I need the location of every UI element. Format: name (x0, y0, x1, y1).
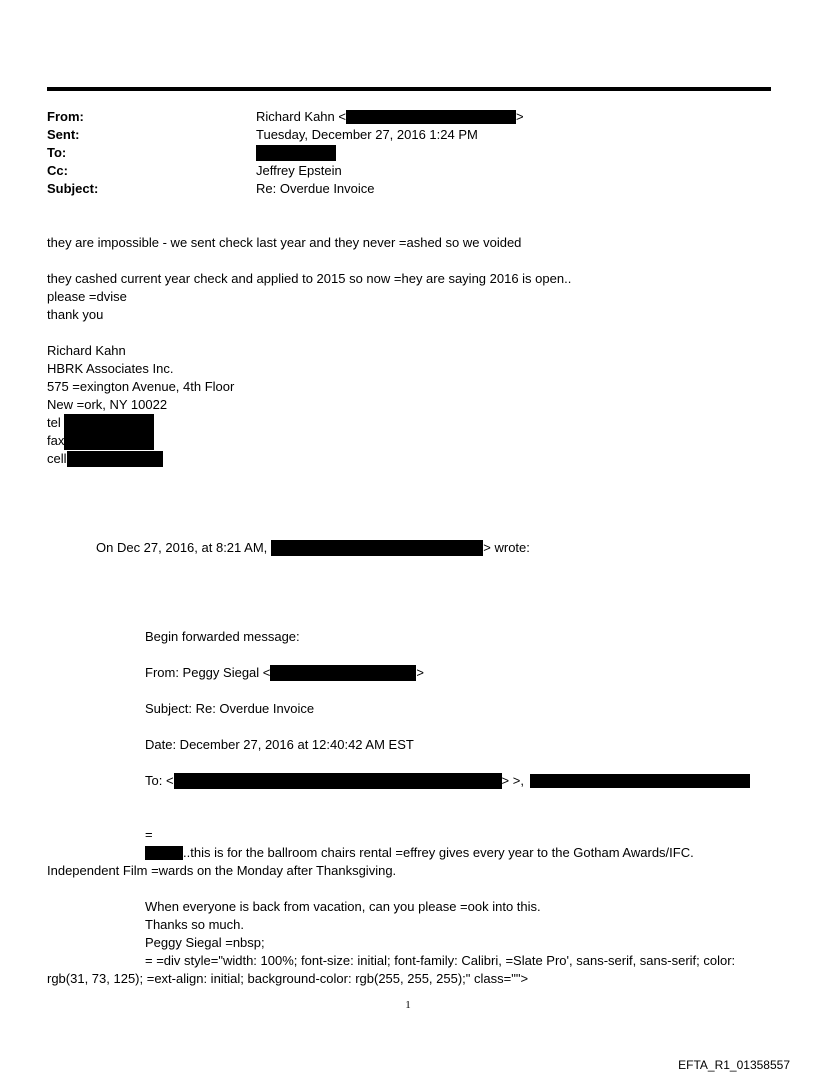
message-text: Peggy Siegal =nbsp; (145, 935, 265, 950)
signature-address: 575 =exington Avenue, 4th Floor (47, 379, 235, 394)
redaction-box (174, 773, 502, 789)
signature-name: Richard Kahn (47, 343, 126, 358)
tel-label: tel (47, 415, 61, 430)
header-subject-row (47, 180, 771, 198)
signature-company: HBRK Associates Inc. (47, 361, 174, 376)
subject-value: Re: Overdue Invoice (256, 181, 375, 196)
forwarded-to-mid: > >, (501, 773, 524, 788)
forwarded-from (145, 664, 424, 682)
body-line: they cashed current year check and applied to 2015 so now =hey are saying 2016 is open.. (47, 271, 572, 286)
forwarded-date-text: Date: December 27, 2016 at 12:40:42 AM EST (145, 737, 414, 752)
header-from-row (47, 108, 771, 126)
cc-label: Cc: (47, 163, 68, 178)
redaction-box (67, 451, 163, 467)
body-line: thank you (47, 307, 104, 322)
redaction-box (270, 665, 416, 681)
forwarded-begin (145, 628, 300, 646)
from-close: > (515, 109, 524, 124)
body-line: please =dvise (47, 289, 127, 304)
forwarded-from-close: > (416, 665, 424, 680)
from-label: From: (47, 109, 84, 124)
redaction-box (271, 540, 483, 556)
fax-label: fax (47, 433, 65, 448)
subject-label: Subject: (47, 181, 99, 196)
signature-address: New =ork, NY 10022 (47, 397, 168, 412)
to-label: To: (47, 145, 67, 160)
sent-value: Tuesday, December 27, 2016 1:24 PM (256, 127, 478, 142)
quote-attribution (96, 539, 530, 557)
header-rule (47, 87, 771, 91)
forwarded-to (145, 772, 750, 790)
forwarded-begin-text: Begin forwarded message: (145, 629, 300, 644)
forwarded-date (145, 736, 414, 754)
email-header (47, 108, 771, 198)
quote-suffix: > wrote: (483, 540, 530, 555)
header-to-row (47, 144, 771, 162)
message-text: Independent Film =wards on the Monday after Thanksgiving. (47, 863, 397, 878)
header-sent-row (47, 126, 771, 144)
forwarded-from-text: From: Peggy Siegal < (145, 665, 271, 680)
bates-number: EFTA_R1_01358557 (678, 1058, 790, 1072)
forwarded-to-prefix: To: < (145, 773, 174, 788)
redaction-box (64, 414, 154, 432)
from-value: Richard Kahn < (256, 109, 346, 124)
signature-tel (47, 414, 234, 432)
forwarded-code-line (47, 970, 528, 988)
forwarded-message-block (145, 898, 735, 970)
signature-block (47, 342, 234, 468)
signature-fax (47, 432, 234, 450)
redaction-box (145, 846, 183, 860)
redaction-box (530, 774, 750, 788)
quote-prefix: On Dec 27, 2016, at 8:21 AM, (96, 540, 268, 555)
signature-cell (47, 450, 234, 468)
cell-label: cell (47, 451, 67, 466)
code-text: = =div style="width: 100%; font-size: initial; font-family: Calibri, =Slate Pro', sans-serif, sans-serif; color: (145, 953, 736, 968)
forwarded-message-line (145, 844, 694, 862)
sent-label: Sent: (47, 127, 80, 142)
code-text: rgb(31, 73, 125); =ext-align: initial; background-color: rgb(255, 255, 255);" class=""> (47, 971, 529, 986)
body-line: they are impossible - we sent check last year and they never =ashed so we voided (47, 235, 522, 250)
page-number: 1 (405, 999, 411, 1011)
redaction-box (256, 145, 336, 161)
cc-value: Jeffrey Epstein (256, 163, 342, 178)
message-text: When everyone is back from vacation, can you please =ook into this. (145, 899, 541, 914)
message-text: Thanks so much. (145, 917, 244, 932)
forwarded-message-line (47, 862, 396, 880)
eq-text: = (145, 827, 153, 842)
message-text: ..this is for the ballroom chairs rental =effrey gives every year to the Gotham Awards/IFC. (183, 845, 694, 860)
body-text (47, 270, 571, 324)
header-cc-row (47, 162, 771, 180)
redaction-box (346, 110, 516, 124)
redaction-box (64, 432, 154, 450)
forwarded-subject (145, 700, 314, 718)
forwarded-eq (145, 826, 153, 844)
body-text (47, 234, 521, 252)
forwarded-subject-text: Subject: Re: Overdue Invoice (145, 701, 315, 716)
